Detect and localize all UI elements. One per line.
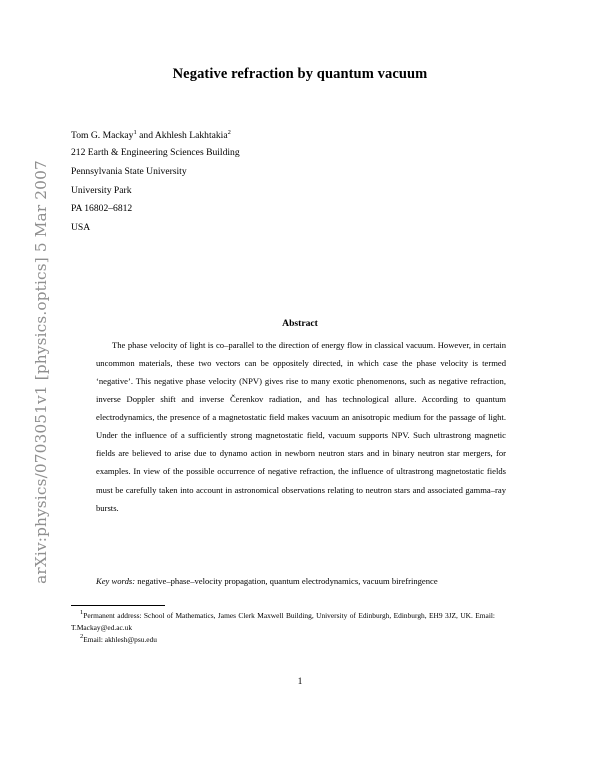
abstract-heading: Abstract: [282, 318, 318, 329]
author-2-name: Akhlesh Lakhtakia: [154, 130, 228, 141]
address-postcode: PA 16802–6812: [71, 203, 133, 214]
footnote-2: [80, 631, 157, 646]
arxiv-identifier-text: arXiv:physics/0703051v1 [physics.optics] 5 Mar 2007: [32, 160, 51, 584]
author-line: [71, 127, 231, 142]
paper-title: Negative refraction by quantum vacuum: [172, 66, 428, 82]
footnote-2-mark: 2: [80, 633, 84, 640]
author-1-name: Tom G. Mackay: [71, 130, 134, 141]
footnote-1-mark: 1: [80, 609, 84, 616]
address-building: 212 Earth & Engineering Sciences Building: [71, 147, 240, 158]
arxiv-identifier-stamp: [31, 152, 51, 592]
address-country: USA: [71, 222, 91, 233]
address-university: Pennsylvania State University: [71, 166, 187, 177]
footnote-divider: [71, 605, 165, 606]
keywords-text: negative–phase–velocity propagation, quantum electrodynamics, vacuum birefringence: [135, 576, 438, 586]
keywords-label: Key words:: [96, 576, 136, 586]
address-city: University Park: [71, 185, 132, 196]
abstract-body: The phase velocity of light is co–parallel to the direction of energy flow in classical vacuum. However, in certain uncommon materials, these two vectors can be oppositely directed, in which case the phase velocity is termed ‘negative’. This negative phase velocity (NPV) gives rise to many exotic phenomenons, such as negative refraction, inverse Doppler shift and inverse Čerenkov radiation, and has technological allure. According to quantum electrodynamics, the presence of a magnetostatic field makes vacuum an anisotropic medium for the passage of light. Under the influence of a sufficiently strong magnetostatic field, vacuum supports NPV. Such ultrastrong magnetic fields are believed to arise due to dynamo action in newborn neutron stars and in binary neutron star mergers, for examples. In view of the possible occurrence of negative refraction, the influence of ultrastrong magnetostatic fields must be carefully taken into account in astronomical observations relating to neutron stars and associated gamma–ray bursts.: [96, 340, 506, 513]
footnote-1-text: Permanent address: School of Mathematics, James Clerk Maxwell Building, University of Edinburgh, Edinburgh, EH9 3JZ, UK. Email: T.Mackay@ed.ac.uk: [71, 611, 495, 633]
footnote-2-text: Email: akhlesh@psu.edu: [83, 635, 157, 644]
author-conjunction: and: [136, 130, 155, 141]
page-number: 1: [297, 676, 303, 687]
author-2-footnote-mark[interactable]: 2: [227, 129, 231, 136]
keywords: [96, 572, 506, 590]
author-1-footnote-mark[interactable]: 1: [133, 129, 137, 136]
